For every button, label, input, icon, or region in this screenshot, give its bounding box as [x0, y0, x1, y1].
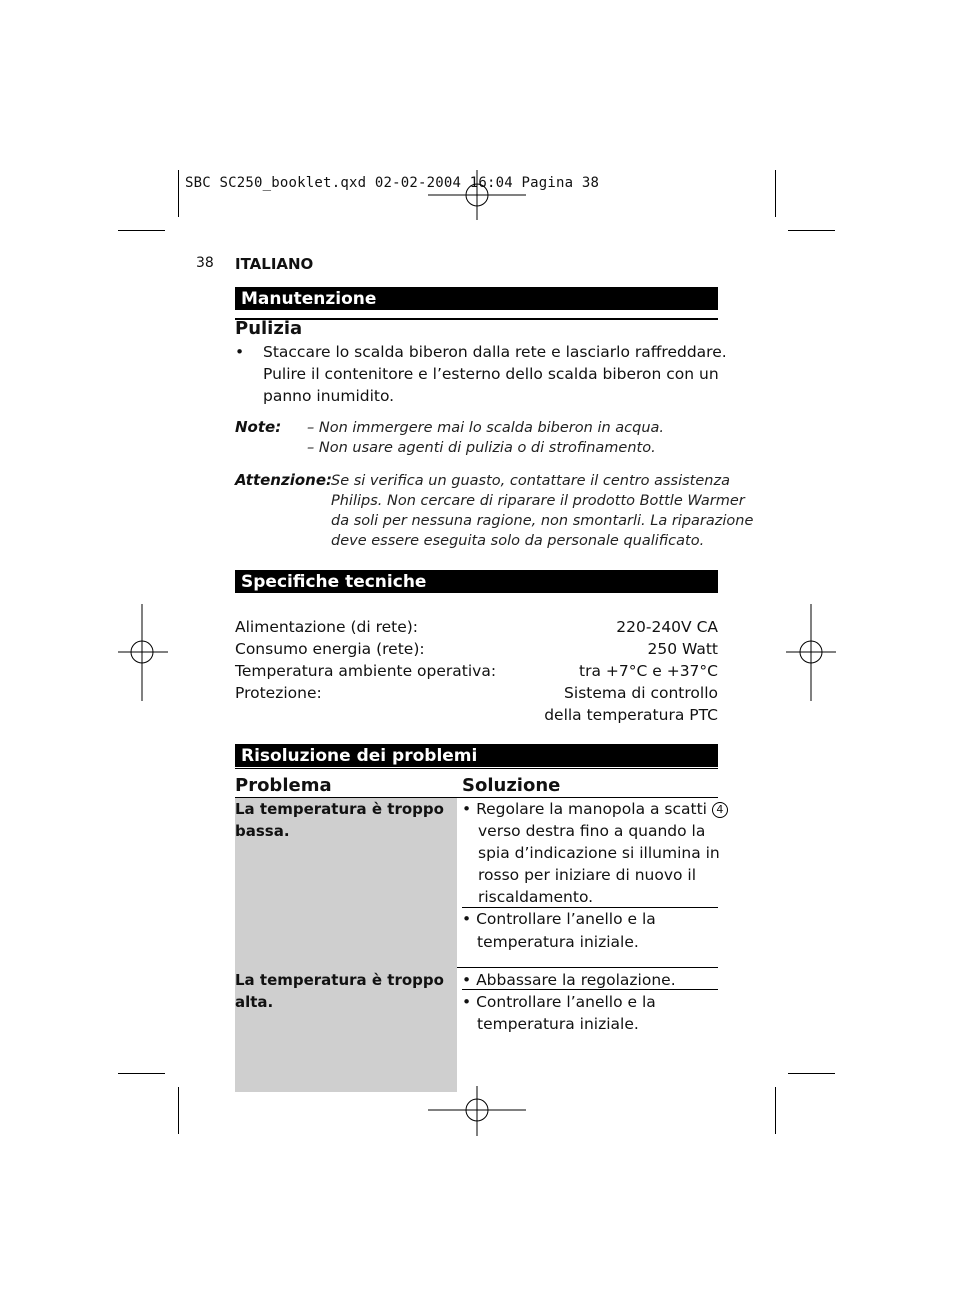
section-bar-specifiche: Specifiche tecniche — [235, 570, 718, 593]
solution-line: temperatura iniziale. — [477, 1015, 639, 1033]
spec-label: Consumo energia (rete): — [235, 640, 425, 658]
crop-mark — [178, 1087, 179, 1134]
solution-line: temperatura iniziale. — [477, 933, 639, 951]
note-label: Note: — [235, 418, 282, 436]
solution-line: • Regolare la manopola a scatti 4 — [462, 798, 728, 820]
solution-line: riscaldamento. — [478, 888, 594, 906]
crop-mark — [775, 170, 776, 217]
solution-line: • Controllare l’anello e la — [462, 910, 656, 928]
warning-line: Se si verifica un guasto, contattare il centro assistenza — [331, 473, 730, 489]
registration-mark-left-icon — [118, 604, 168, 701]
warning-line: da soli per nessuna ragione, non smontarli. La riparazione — [331, 513, 754, 529]
column-header-solution: Soluzione — [462, 775, 561, 796]
spec-value: Sistema di controllo — [564, 684, 718, 702]
problem-line: bassa. — [235, 822, 290, 840]
column-header-problem: Problema — [235, 775, 332, 796]
crop-mark — [788, 230, 835, 231]
page-number: 38 — [196, 255, 214, 271]
crop-mark — [118, 230, 165, 231]
warning-line: Philips. Non cercare di riparare il prodotto Bottle Warmer — [331, 493, 745, 509]
section-bar-risoluzione: Risoluzione dei problemi — [235, 744, 718, 767]
section-bar-manutenzione: Manutenzione — [235, 287, 718, 310]
problem-line: alta. — [235, 993, 274, 1011]
note-line: – Non immergere mai lo scalda biberon in acqua. — [307, 420, 665, 436]
spec-label: Protezione: — [235, 684, 322, 702]
registration-mark-bottom-icon — [428, 1086, 526, 1136]
solution-line: rosso per iniziare di nuovo il — [478, 866, 697, 884]
language-label: ITALIANO — [235, 255, 314, 273]
problem-line: La temperatura è troppo — [235, 971, 444, 989]
crop-mark — [118, 1073, 165, 1074]
cleaning-line: panno inumidito. — [263, 387, 395, 405]
cleaning-line: Pulire il contenitore e l’esterno dello scalda biberon con un — [263, 365, 719, 383]
spec-value: 220-240V CA — [616, 618, 718, 636]
crop-mark — [178, 170, 179, 217]
solution-line: spia d’indicazione si illumina in — [478, 844, 720, 862]
crop-mark — [788, 1073, 835, 1074]
spec-value: della temperatura PTC — [544, 706, 718, 724]
spec-label: Alimentazione (di rete): — [235, 618, 419, 636]
divider — [235, 318, 718, 320]
registration-mark-right-icon — [786, 604, 836, 701]
bullet: • — [235, 343, 245, 361]
problem-line: La temperatura è troppo — [235, 800, 444, 818]
note-line: – Non usare agenti di pulizia o di strofinamento. — [307, 440, 656, 456]
crop-mark — [775, 1087, 776, 1134]
registration-mark-top-icon — [428, 170, 526, 220]
warning-label: Attenzione: — [235, 471, 333, 489]
spec-value: 250 Watt — [647, 640, 718, 658]
divider — [235, 768, 718, 769]
solution-line: verso destra fino a quando la — [478, 822, 706, 840]
printer-slug: SBC SC250_booklet.qxd 02-02-2004 16:04 Pagina 38 — [185, 175, 600, 191]
divider — [462, 989, 718, 990]
spec-value: tra +7°C e +37°C — [579, 662, 718, 680]
solution-line: • Abbassare la regolazione. — [462, 971, 676, 989]
knob-number-icon: 4 — [712, 802, 728, 818]
warning-line: deve essere eseguita solo da personale qualificato. — [331, 533, 705, 549]
solution-line: • Controllare l’anello e la — [462, 993, 656, 1011]
cleaning-line: Staccare lo scalda biberon dalla rete e lasciarlo raffreddare. — [263, 343, 727, 361]
divider — [457, 967, 718, 968]
problem-column-background — [235, 798, 457, 1092]
cleaning-heading: Pulizia — [235, 318, 303, 339]
spec-label: Temperatura ambiente operativa: — [235, 662, 497, 680]
